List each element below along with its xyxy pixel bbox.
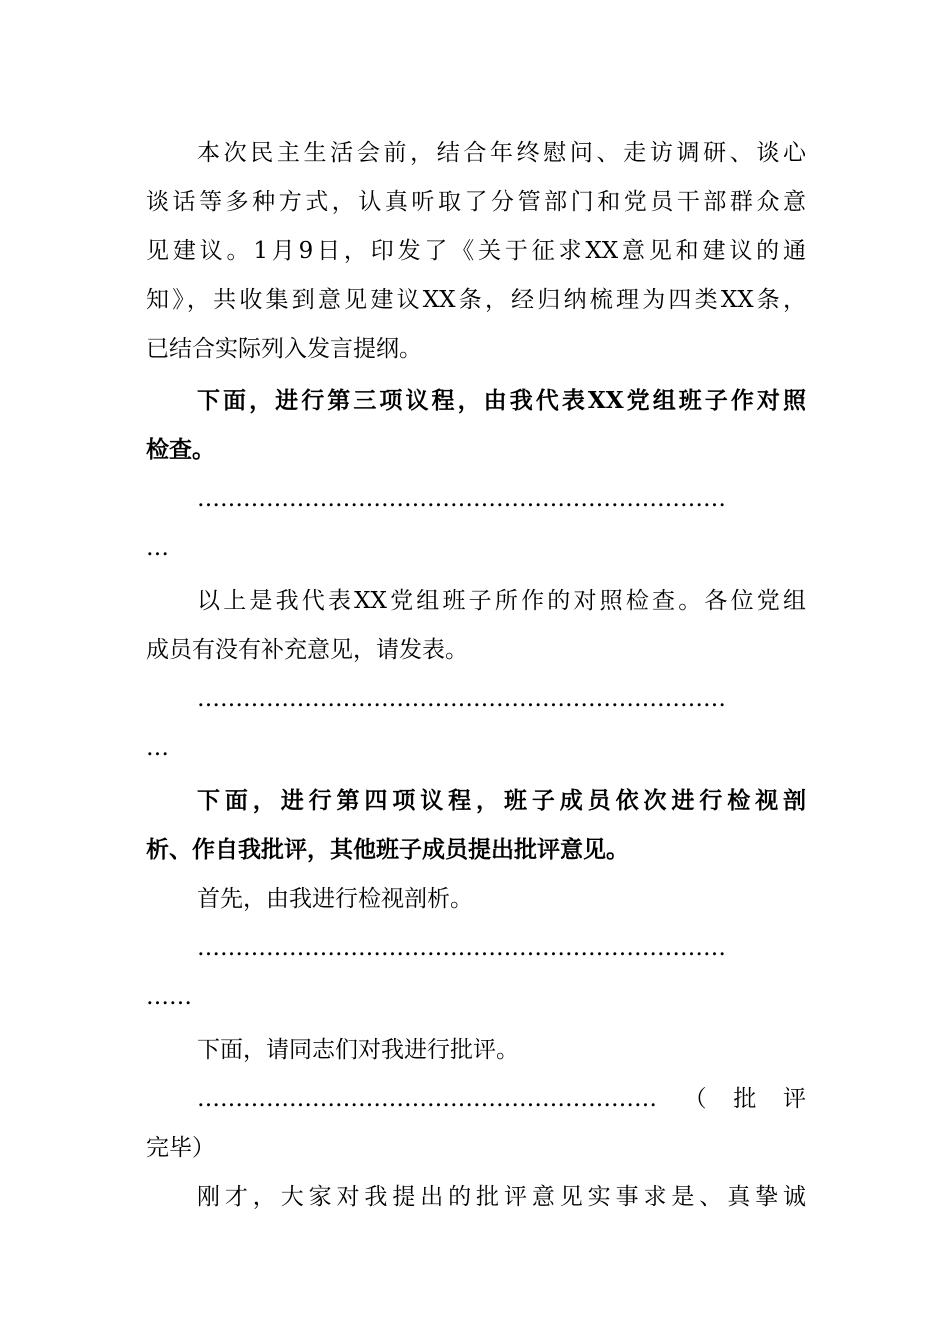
paragraph-line: 完毕） (146, 1135, 215, 1161)
paragraph-line: 谈话等多种方式，认真听取了分管部门和党员干部群众意 (146, 189, 806, 215)
ellipsis-line: …… (146, 984, 192, 1010)
paragraph-line: 已结合实际列入发言提纲。 (146, 336, 422, 362)
ellipsis-line: …………………………………………………………… (197, 486, 726, 512)
bold-paragraph-line: 检查。 (146, 436, 215, 463)
paragraph-line: 首先，由我进行检视剖析。 (197, 886, 473, 912)
ellipsis-line: …………………………………………………………… (197, 935, 726, 961)
paragraph-line: 知》，共收集到意见建议XX条，经归纳梳理为四类XX条， (146, 287, 806, 313)
paragraph-line: ……………………………………………………（批评 (197, 1086, 806, 1112)
bold-paragraph-line: 下面，进行第四项议程，班子成员依次进行检视剖 (197, 787, 806, 814)
paragraph-line: 下面，请同志们对我进行批评。 (197, 1037, 519, 1063)
paragraph-line: 本次民主生活会前，结合年终慰问、走访调研、谈心 (197, 140, 806, 166)
ellipsis-line: …………………………………………………………… (197, 686, 726, 712)
bold-paragraph-line: 下面，进行第三项议程，由我代表XX党组班子作对照 (197, 387, 806, 414)
bold-paragraph-line: 析、作自我批评，其他班子成员提出批评意见。 (146, 836, 629, 863)
ellipsis-line: … (146, 735, 169, 761)
paragraph-line: 成员有没有补充意见，请发表。 (146, 637, 468, 663)
paragraph-line: 见建议。1月9日，印发了《关于征求XX意见和建议的通 (146, 238, 806, 264)
ellipsis-line: … (146, 535, 169, 561)
paragraph-line: 以上是我代表XX党组班子所作的对照检查。各位党组 (197, 588, 806, 614)
paragraph-line: 刚才，大家对我提出的批评意见实事求是、真挚诚 (197, 1184, 806, 1210)
